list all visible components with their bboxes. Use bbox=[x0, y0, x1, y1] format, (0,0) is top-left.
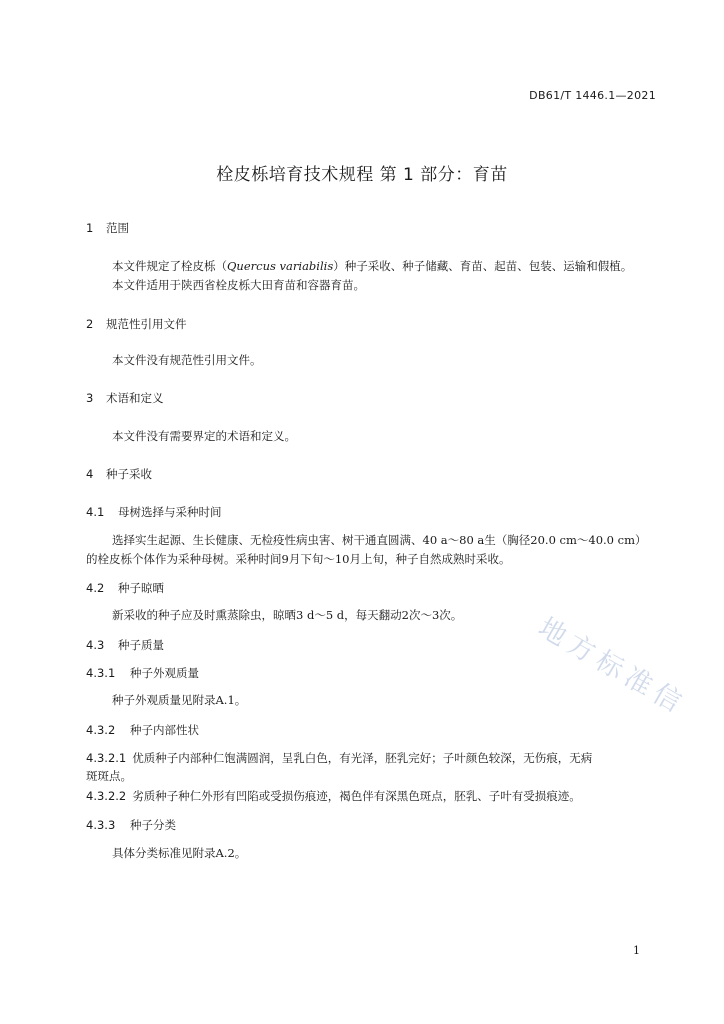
section-3-paragraph: 本文件没有需要界定的术语和定义。 bbox=[112, 429, 296, 443]
section-4-3-1-paragraph: 种子外观质量见附录A.1。 bbox=[112, 693, 247, 707]
section-4-3-1-heading: 4.3.1 种子外观质量 bbox=[86, 666, 199, 680]
section-2-paragraph: 本文件没有规范性引用文件。 bbox=[112, 353, 262, 367]
section-4-3-heading: 4.3 种子质量 bbox=[86, 638, 164, 652]
clause-4-3-2-1-line-1: 4.3.2.1 优质种子内部种仁饱满圆润，呈乳白色，有光泽，胚乳完好；子叶颜色较深，无伤痕，无病 bbox=[86, 751, 593, 765]
section-1-paragraph-1: 本文件规定了栓皮栎（Quercus variabilis）种子采收、种子储藏、育苗、起苗、包装、运输和假植。 bbox=[112, 259, 633, 273]
clause-4-3-2-1-line-2: 斑斑点。 bbox=[86, 769, 132, 783]
section-1-heading: 1 范围 bbox=[86, 221, 129, 235]
section-3-heading: 3 术语和定义 bbox=[86, 391, 164, 405]
section-4-1-paragraph-line-1: 选择实生起源、生长健康、无检疫性病虫害、树干通直圆满、40 a～80 a生（胸径20.0 cm～40.0 cm） bbox=[112, 533, 647, 547]
section-4-2-paragraph: 新采收的种子应及时熏蒸除虫，晾晒3 d～5 d，每天翻动2次～3次。 bbox=[112, 608, 463, 622]
watermark: 地方标准信 bbox=[533, 612, 692, 722]
section-4-2-heading: 4.2 种子晾晒 bbox=[86, 581, 164, 595]
section-4-3-2-heading: 4.3.2 种子内部性状 bbox=[86, 723, 199, 737]
section-4-3-3-heading: 4.3.3 种子分类 bbox=[86, 818, 176, 832]
section-4-3-3-paragraph: 具体分类标准见附录A.2。 bbox=[112, 846, 247, 860]
section-1-paragraph-2: 本文件适用于陕西省栓皮栎大田育苗和容器育苗。 bbox=[112, 278, 365, 292]
document-title: 栓皮栎培育技术规程 第 1 部分：育苗 bbox=[216, 165, 508, 185]
section-2-heading: 2 规范性引用文件 bbox=[86, 317, 187, 331]
clause-4-3-2-2-line-1: 4.3.2.2 劣质种子种仁外形有凹陷或受损伤痕迹，褐色伴有深黑色斑点，胚乳、子叶有受损痕迹。 bbox=[86, 789, 581, 803]
section-4-1-heading: 4.1 母树选择与采种时间 bbox=[86, 505, 222, 519]
section-4-heading: 4 种子采收 bbox=[86, 467, 152, 481]
page-number: 1 bbox=[633, 944, 640, 957]
standard-number: DB61/T 1446.1—2021 bbox=[529, 89, 656, 102]
section-4-1-paragraph-line-2: 的栓皮栎个体作为采种母树。采种时间9月下旬～10月上旬，种子自然成熟时采收。 bbox=[86, 552, 511, 566]
